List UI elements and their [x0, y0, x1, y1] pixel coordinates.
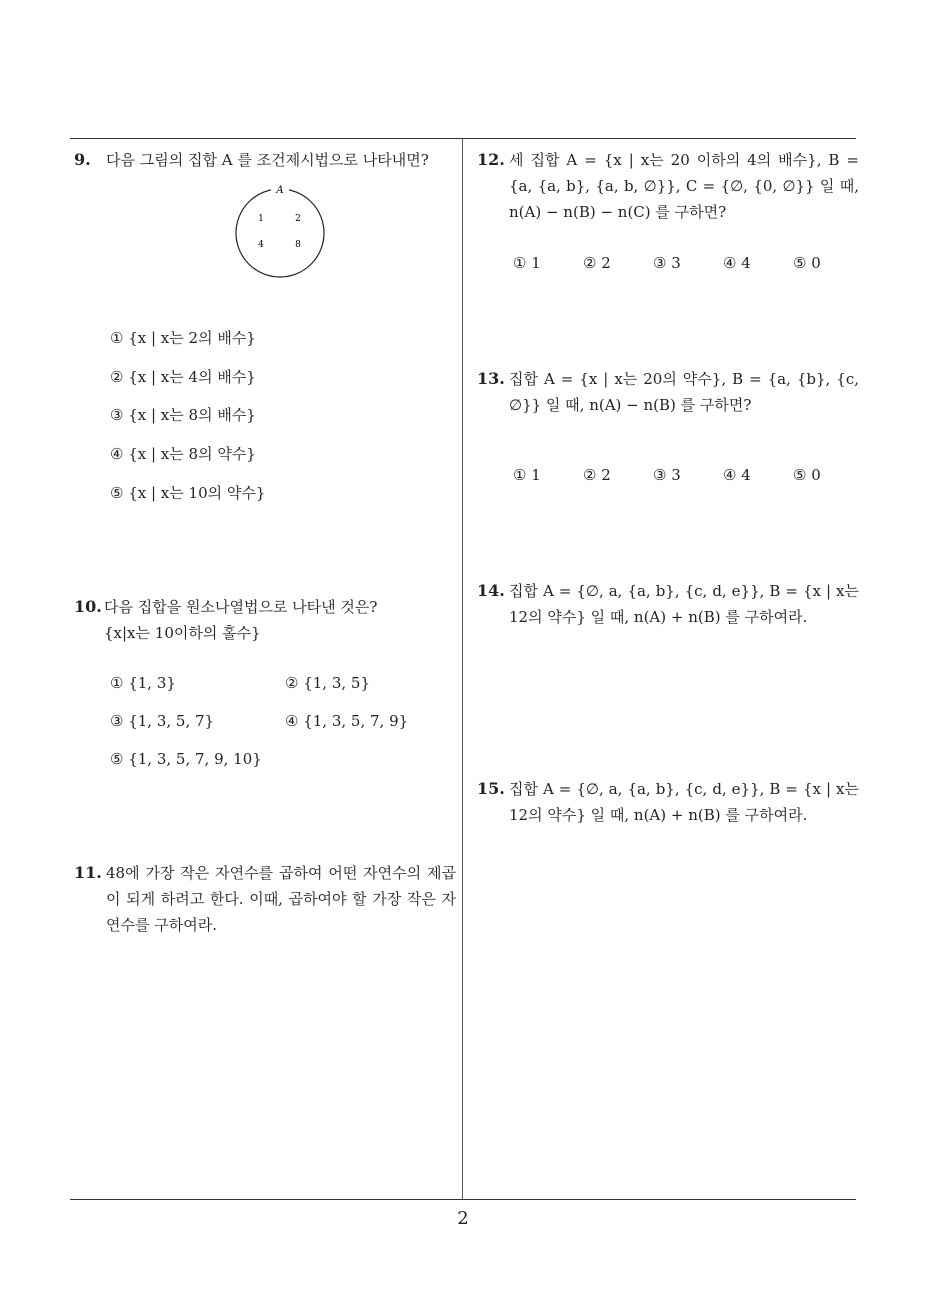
option-1[interactable]: ① {x | x는 2의 배수} — [110, 329, 256, 347]
question-number: 13. — [477, 369, 505, 388]
question-number: 12. — [477, 150, 505, 169]
question-text: 집합 A = {∅, a, {a, b}, {c, d, e}}, B = {x | x는 12의 약수} 일 때, n(A) + n(B) 를 구하여라. — [509, 582, 859, 626]
option-4[interactable]: ④ {1, 3, 5, 7, 9} — [285, 712, 409, 730]
venn-element: 1 — [258, 214, 264, 224]
question-text: 다음 집합을 원소나열법으로 나타낸 것은? — [104, 598, 378, 616]
venn-element: 4 — [258, 240, 264, 250]
question-number: 9. — [74, 150, 91, 169]
option-4[interactable]: ④ {x | x는 8의 약수} — [110, 445, 256, 463]
question-15 — [477, 776, 859, 828]
top-rule — [70, 138, 856, 139]
question-subtext: {x|x는 10이하의 홀수} — [104, 624, 261, 642]
option-5[interactable]: ⑤ {1, 3, 5, 7, 9, 10} — [110, 750, 262, 768]
venn-diagram — [230, 183, 330, 283]
venn-element: 2 — [295, 214, 301, 224]
question-number: 15. — [477, 779, 505, 798]
option-3[interactable]: ③ 3 — [653, 254, 681, 272]
option-3[interactable]: ③ {1, 3, 5, 7} — [110, 712, 215, 730]
option-2[interactable]: ② 2 — [583, 254, 611, 272]
option-2[interactable]: ② {1, 3, 5} — [285, 674, 371, 692]
option-5[interactable]: ⑤ 0 — [793, 254, 821, 272]
option-3[interactable]: ③ 3 — [653, 466, 681, 484]
option-5[interactable]: ⑤ 0 — [793, 466, 821, 484]
question-text: 다음 그림의 집합 A 를 조건제시법으로 나타내면? — [106, 151, 429, 169]
question-text: 집합 A = {x | x는 20의 약수}, B = {a, {b}, {c, ∅}} 일 때, n(A) − n(B) 를 구하면? — [509, 370, 859, 414]
question-10 — [74, 594, 454, 646]
venn-label: A — [276, 185, 284, 196]
question-number: 14. — [477, 581, 505, 600]
option-4[interactable]: ④ 4 — [723, 254, 751, 272]
option-2[interactable]: ② {x | x는 4의 배수} — [110, 368, 256, 386]
question-13 — [477, 366, 859, 418]
question-text: 48에 가장 작은 자연수를 곱하여 어떤 자연수의 제곱이 되게 하려고 한다. 이때, 곱하여야 할 가장 작은 자연수를 구하여라. — [106, 864, 456, 934]
option-2[interactable]: ② 2 — [583, 466, 611, 484]
venn-element: 8 — [295, 240, 301, 250]
option-1[interactable]: ① {1, 3} — [110, 674, 176, 692]
question-text: 세 집합 A = {x | x는 20 이하의 4의 배수}, B = {a, {a, b}, {a, b, ∅}}, C = {∅, {0, ∅}} 일 때, n(A) − n(B) − n(C) 를 구하면? — [509, 151, 859, 221]
question-9 — [74, 147, 454, 173]
question-number: 11. — [74, 863, 102, 882]
question-14 — [477, 578, 859, 630]
column-divider — [462, 138, 463, 1200]
option-3[interactable]: ③ {x | x는 8의 배수} — [110, 406, 256, 424]
question-11 — [74, 860, 456, 938]
option-1[interactable]: ① 1 — [513, 254, 541, 272]
page-number: 2 — [457, 1208, 469, 1229]
question-12 — [477, 147, 859, 225]
option-1[interactable]: ① 1 — [513, 466, 541, 484]
question-number: 10. — [74, 597, 102, 616]
option-4[interactable]: ④ 4 — [723, 466, 751, 484]
option-5[interactable]: ⑤ {x | x는 10의 약수} — [110, 484, 266, 502]
bottom-rule — [70, 1199, 856, 1200]
question-text: 집합 A = {∅, a, {a, b}, {c, d, e}}, B = {x | x는 12의 약수} 일 때, n(A) + n(B) 를 구하여라. — [509, 780, 859, 824]
